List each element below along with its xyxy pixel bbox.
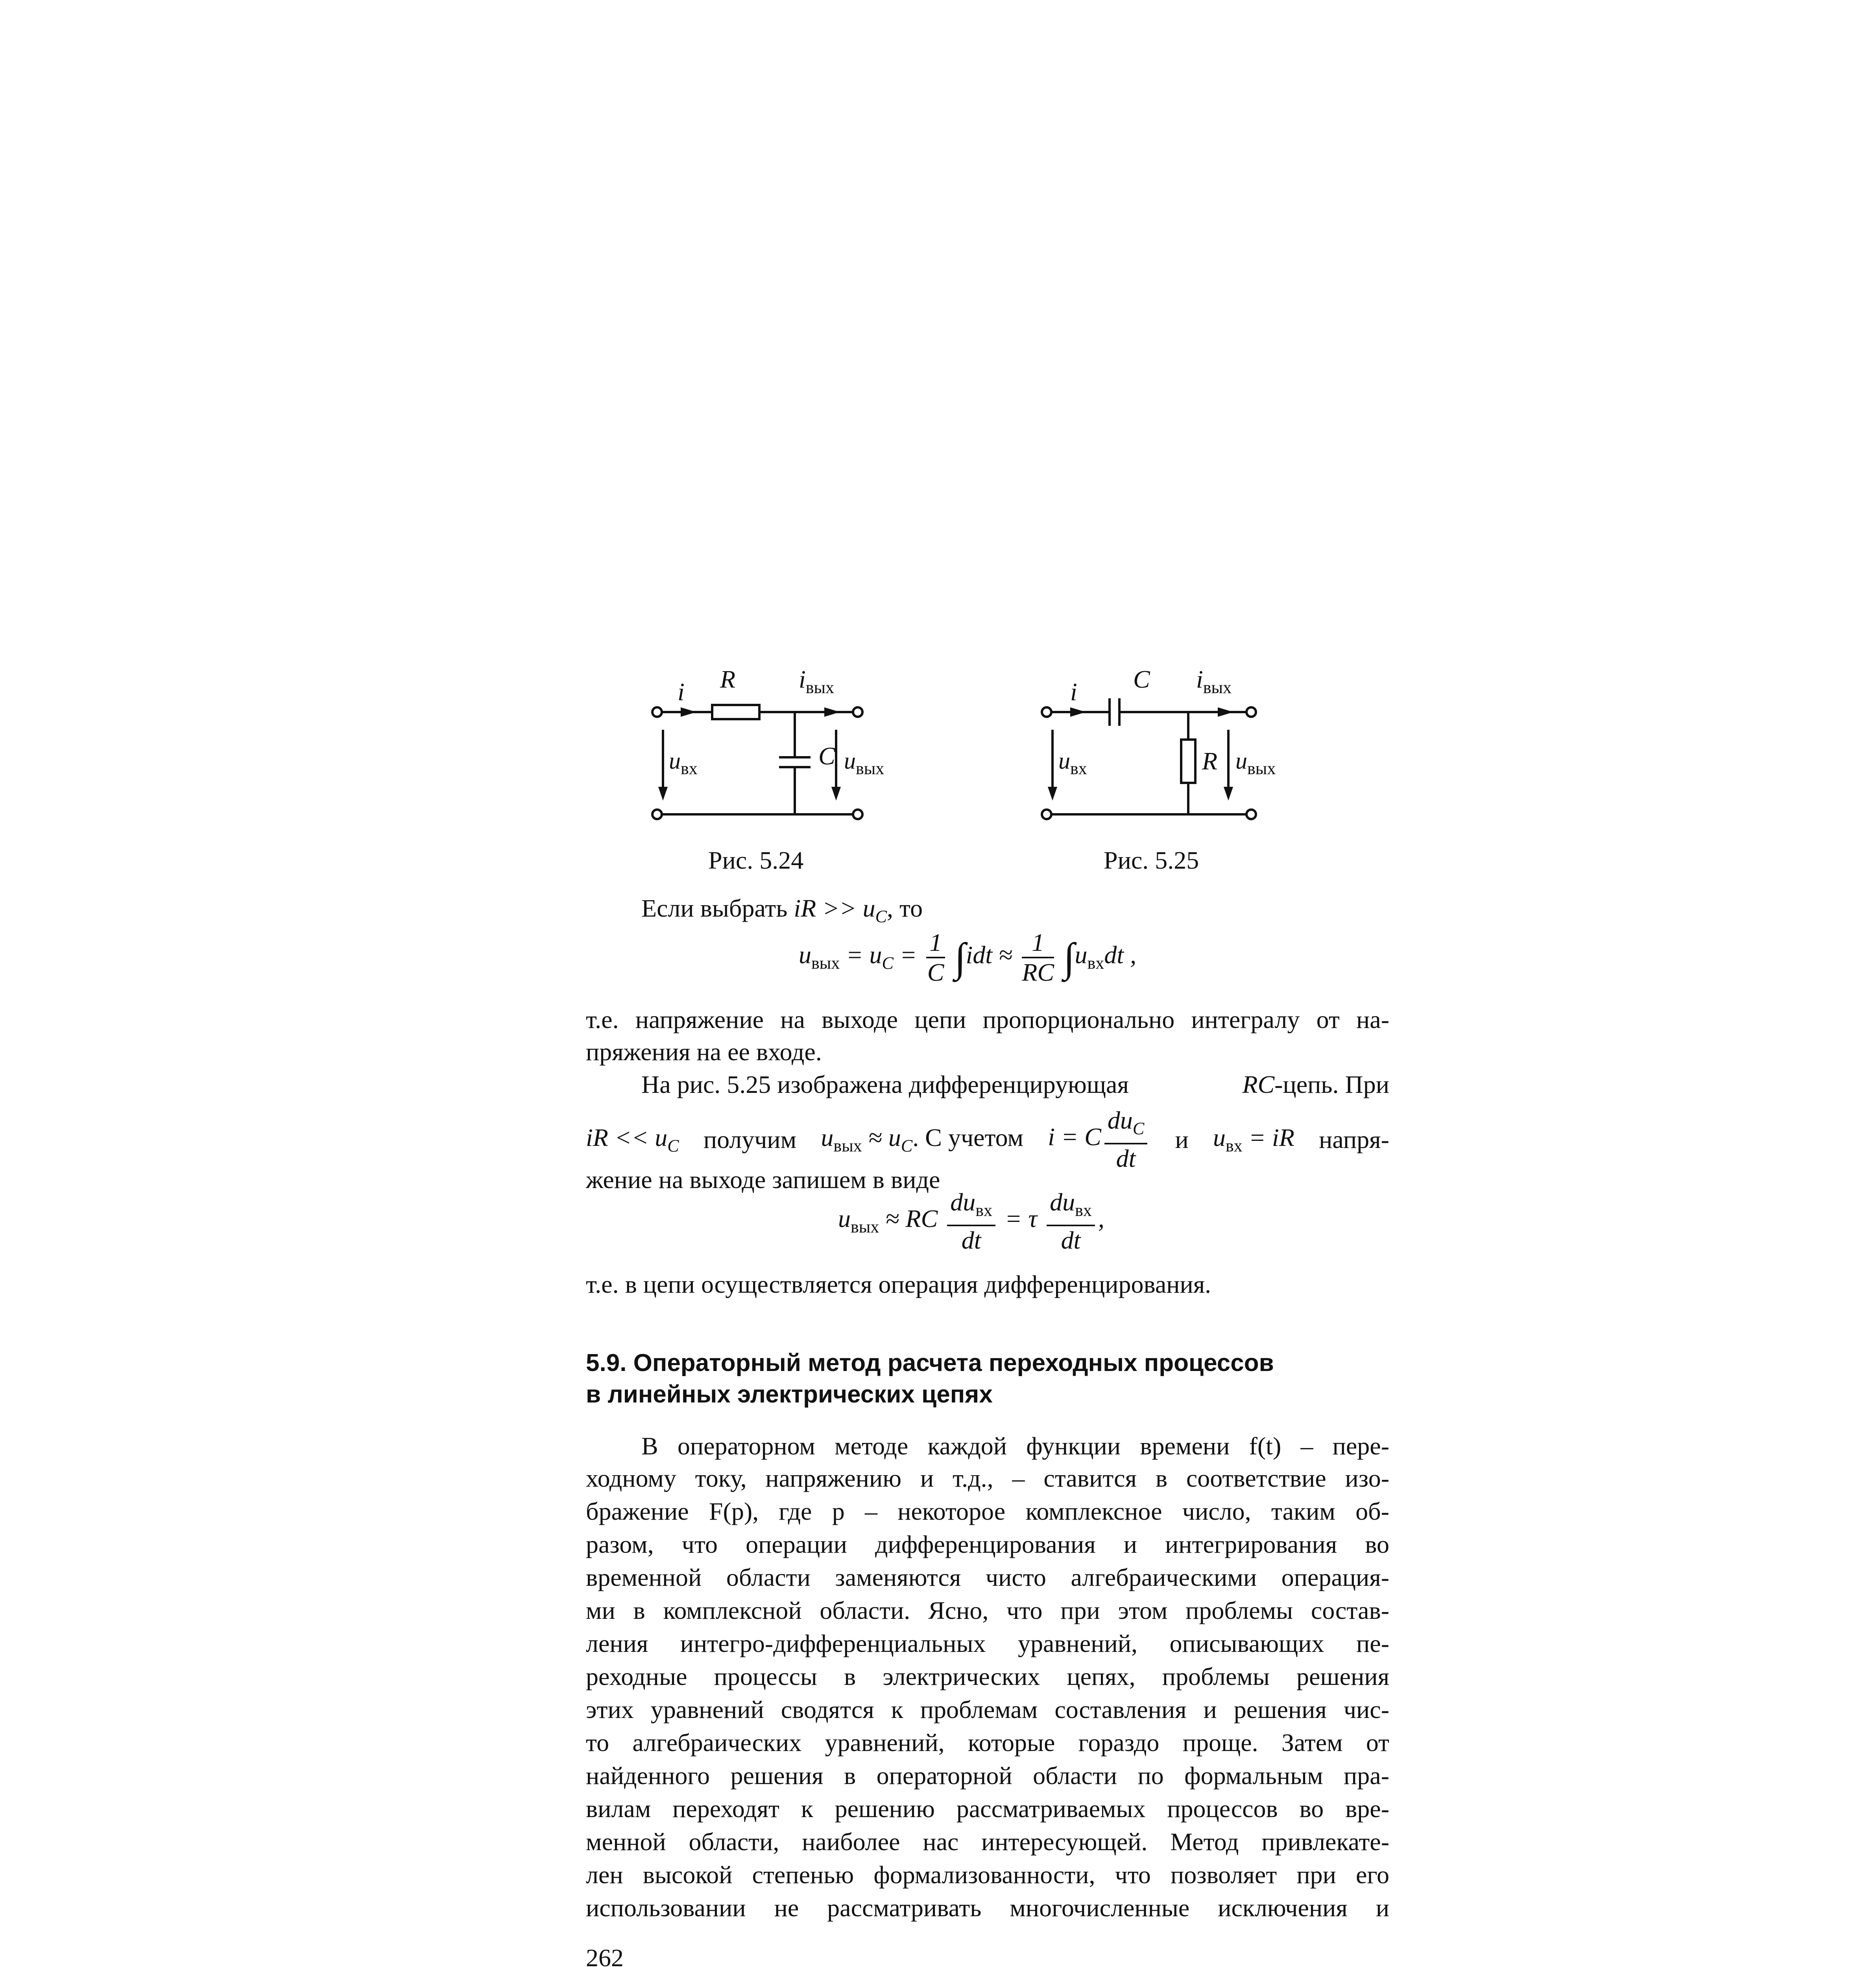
fig24-label-c: C xyxy=(818,742,835,770)
paragraph-diff-line1: На рис. 5.25 изображена дифференцирующая RC-цепь. При xyxy=(641,1070,1389,1098)
fig25-label-c: C xyxy=(1133,665,1150,693)
fig24-label-iout: $i_{вых}$ xyxy=(799,665,835,697)
equation-integral: $u_{вых} = u_C$ = $\frac{1}{C}$ ∫idt ≈ $\frac{1}{RC}$ $\int u_{вх}dt$ , xyxy=(799,928,1137,986)
paragraph-integral-line1: т.е. напряжение на выходе цепи пропорционально интегралу от на- xyxy=(586,1006,1389,1033)
body-line: бражение F(p), где p – некоторое комплексное число, таким об- xyxy=(586,1497,1389,1525)
fig25-label-i: i xyxy=(1070,678,1077,706)
body-line: вилам переходят к решению рассматриваемых процессов во вре- xyxy=(586,1795,1389,1823)
body-line: найденного решения в операторной области по формальным пра- xyxy=(586,1762,1389,1790)
body-line: лен высокой степенью формализованности, что позволяет при его xyxy=(586,1861,1389,1889)
page-number: 262 xyxy=(586,1944,624,1967)
paragraph-condition: Если выбрать iR >> $u_C$, то xyxy=(641,894,923,926)
body-line: ми в комплексной области. Ясно, что при этом проблемы состав- xyxy=(586,1596,1389,1624)
fig24-label-uin: $u_{вх}$ xyxy=(669,748,698,778)
fig25-label-iout: $i_{вых}$ xyxy=(1196,665,1232,697)
fig24-label-r: R xyxy=(720,665,736,693)
fig24-caption: Рис. 5.24 xyxy=(708,846,804,874)
fig25-caption: Рис. 5.25 xyxy=(1104,846,1199,874)
paragraph-diff-line2: iR << $u_C$ получим $u_{вых} \approx u_C$. С учетом i = C $\frac{du_C}{dt}$ и $u_{вх}$ = iR напря- xyxy=(586,1106,1389,1172)
paragraph-integral-line2: пряжения на ее входе. xyxy=(586,1038,822,1066)
body-line-first: В операторном методе каждой функции времени f(t) – пере- xyxy=(641,1432,1389,1460)
fig25-label-uout: $u_{вых}$ xyxy=(1235,748,1276,778)
body-line: менной области, наиболее нас интересующей. Метод привлекате- xyxy=(586,1828,1389,1856)
section-title-line2: в линейных электрических цепях xyxy=(586,1381,993,1408)
body-line: временной области заменяются чисто алгебраическими операция- xyxy=(586,1563,1389,1591)
paragraph-diff-line3: жение на выходе запишем в виде xyxy=(586,1166,940,1194)
body-line: использовании не рассматривать многочисленные исключения и xyxy=(586,1894,1389,1922)
section-title xyxy=(586,1347,1274,1410)
fig25-label-uin: $u_{вх}$ xyxy=(1058,748,1087,778)
fig24-label-i: i xyxy=(678,678,685,706)
body-line: разом, что операции дифференцирования и интегрирования во xyxy=(586,1530,1389,1558)
body-line: реходные процессы в электрических цепях, проблемы решения xyxy=(586,1663,1389,1690)
body-line: ходному току, напряжению и т.д., – ставится в соответствие изо- xyxy=(586,1464,1389,1492)
equation-derivative: $u_{вых}$ ≈ RC $\frac{du_{вх}}{dt}$ = τ $\frac{du_{вх}}{dt}$ , xyxy=(838,1188,1104,1254)
body-line: то алгебраических уравнений, которые гораздо проще. Затем от xyxy=(586,1729,1389,1757)
fig25-label-r: R xyxy=(1202,747,1218,775)
fig24-label-uout: $u_{вых}$ xyxy=(844,748,884,778)
body-line: этих уравнений сводятся к проблемам составления и решения чис- xyxy=(586,1696,1389,1723)
section-title-line1: 5.9. Операторный метод расчета переходных процессов xyxy=(586,1349,1274,1377)
paragraph-diff-conclusion: т.е. в цепи осуществляется операция дифференцирования. xyxy=(586,1270,1211,1298)
body-line: ления интегро-дифференциальных уравнений, описывающих пе- xyxy=(586,1629,1389,1657)
